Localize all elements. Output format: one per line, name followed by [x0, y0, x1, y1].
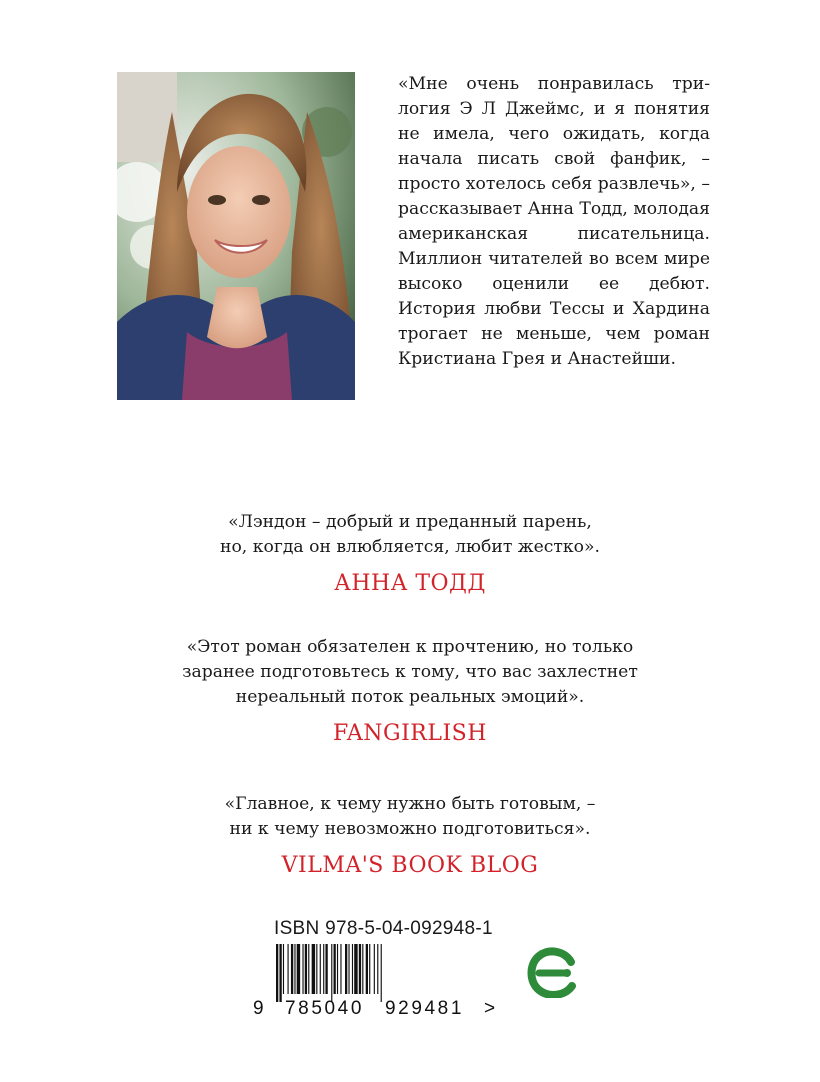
author-photo	[117, 72, 355, 400]
barcode-bar	[359, 944, 361, 994]
barcode-bar	[352, 944, 353, 994]
quote-line: «Главное, к чему нужно быть готовым, –	[224, 794, 596, 814]
review-quote	[160, 635, 660, 748]
quote-author: АННА ТОДД	[334, 571, 486, 596]
barcode-bar	[325, 944, 327, 994]
barcode-bar	[374, 944, 375, 994]
quote-line: «Этот роман обязателен к прочтению, но только	[186, 637, 634, 657]
barcode-bar	[362, 944, 363, 994]
barcode-left-digits: 785040	[285, 998, 365, 1019]
barcode	[274, 944, 480, 1002]
quote-author: FANGIRLISH	[333, 721, 487, 746]
quote-line: «Лэндон – добрый и преданный парень,	[228, 512, 592, 532]
barcode-bar	[297, 944, 300, 994]
barcode-bar	[345, 944, 347, 994]
barcode-bar	[279, 944, 281, 1002]
barcode-bar	[283, 944, 284, 994]
barcode-bar	[316, 944, 317, 994]
quote-author: VILMA'S BOOK BLOG	[281, 853, 539, 878]
barcode-bar	[348, 944, 349, 994]
barcode-first-digit: 9	[253, 998, 264, 1019]
barcode-arrow: >	[484, 998, 496, 1019]
barcode-bar	[377, 944, 378, 994]
author-bio: «Мне очень понравилась трилогия Э Л Джеймс, и я понятия не имела, чего ожидать, когда начала писать свой фанфик, – просто хотелось себя развлечь», – рассказывает Анна Тодд, молодая американская писательница. Миллион читателей во всем мире высоко оценили ее дебют. История любви Тессы и Хардина трогает не меньше, чем роман Кристиана Грея и Анастейши.	[398, 74, 710, 369]
quote-line: нереальный поток реальных эмоций».	[235, 687, 585, 707]
barcode-bar	[288, 944, 289, 994]
barcode-bar	[369, 944, 370, 994]
barcode-bar	[294, 944, 295, 994]
barcode-bar	[308, 944, 309, 994]
barcode-bar	[312, 944, 315, 994]
barcode-bar	[302, 944, 303, 994]
barcode-bar	[354, 944, 357, 994]
barcode-bar	[331, 944, 332, 1002]
barcode-bar	[276, 944, 278, 1002]
barcode-bar	[323, 944, 324, 994]
isbn-label: ISBN 978-5-04-092948-1	[274, 918, 493, 939]
quote-line: ни к чему невозможно подготовиться».	[229, 819, 591, 839]
quote-line: но, когда он влюбляется, любит жестко».	[220, 537, 600, 557]
barcode-right-digits: 929481	[385, 998, 465, 1019]
review-quote	[160, 792, 660, 880]
barcode-bar	[334, 944, 336, 994]
barcode-bar	[337, 944, 338, 994]
barcode-bar	[291, 944, 293, 994]
quote-line: заранее подготовьтесь к тому, что вас захлестнет	[182, 662, 638, 682]
barcode-bar	[305, 944, 307, 994]
barcode-bar	[366, 944, 368, 994]
barcode-bar	[320, 944, 321, 994]
barcode-bar	[340, 944, 341, 994]
barcode-bar	[381, 944, 382, 1002]
review-quote	[160, 510, 660, 598]
eksmo-logo-icon	[527, 946, 577, 998]
